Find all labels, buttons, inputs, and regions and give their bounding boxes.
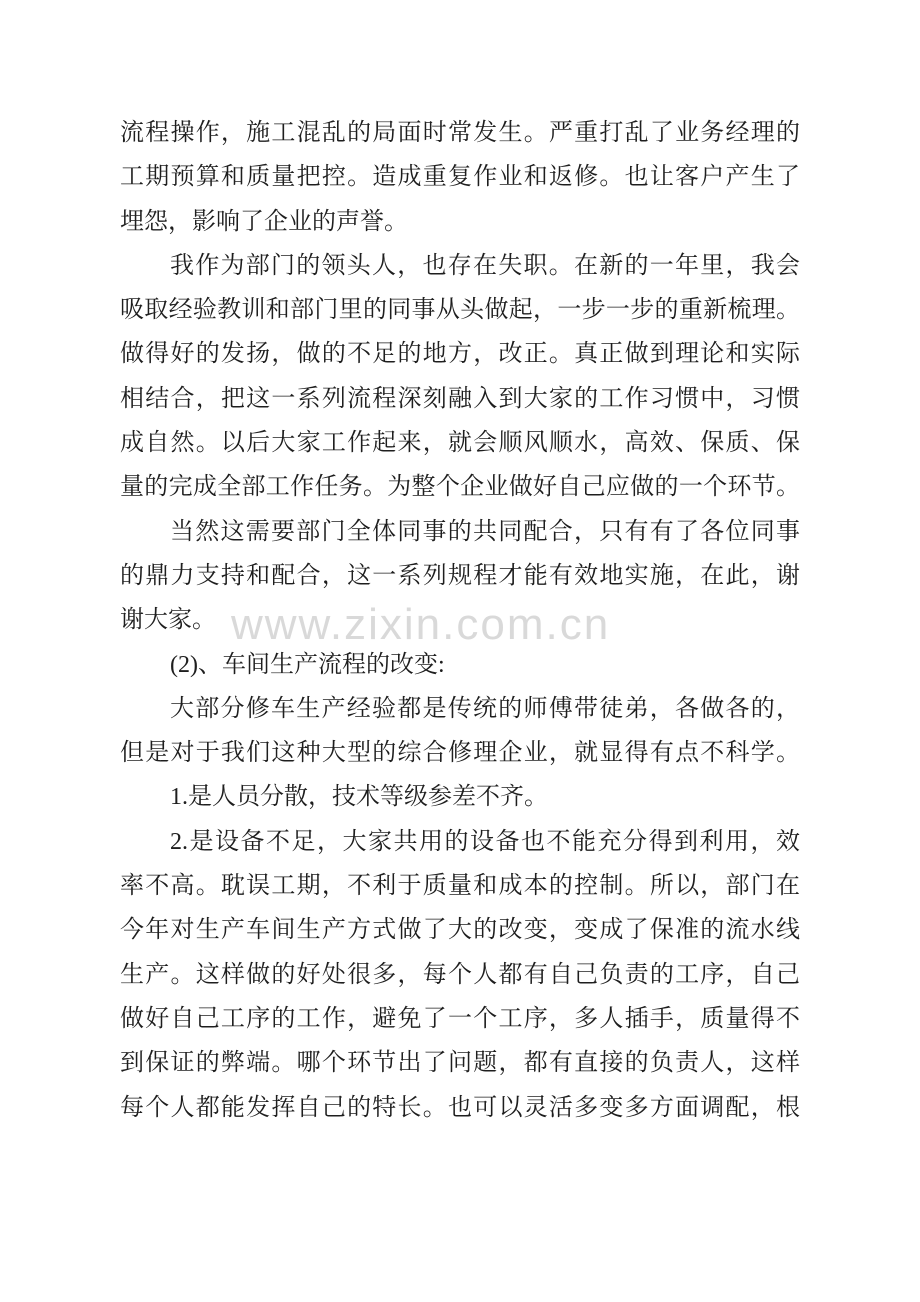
text-line: 成自然。以后大家工作起来，就会顺风顺水，高效、保质、保	[120, 430, 800, 457]
text-line: 当然这需要部门全体同事的共同配合，只有有了各位同事	[170, 518, 800, 545]
text-line: 生产。这样做的好处很多，每个人都有自己负责的工序，自己	[120, 961, 800, 988]
text-line: (2)、车间生产流程的改变:	[170, 651, 445, 678]
text-line: 到保证的弊端。哪个环节出了问题，都有直接的负责人，这样	[120, 1050, 800, 1077]
text-line: 谢大家。	[120, 607, 216, 634]
text-line: 相结合，把这一系列流程深刻融入到大家的工作习惯中，习惯	[120, 385, 800, 412]
text-line: 但是对于我们这种大型的综合修理企业，就显得有点不科学。	[120, 740, 800, 767]
text-line: 吸取经验教训和部门里的同事从头做起，一步一步的重新梳理。	[120, 297, 800, 324]
text-line: 做得好的发扬，做的不足的地方，改正。真正做到理论和实际	[120, 341, 800, 368]
text-line: 流程操作，施工混乱的局面时常发生。严重打乱了业务经理的	[120, 120, 800, 146]
text-line: 1.是人员分散，技术等级参差不齐。	[170, 784, 548, 811]
text-line: 每个人都能发挥自己的特长。也可以灵活多变多方面调配，根	[120, 1094, 800, 1121]
text-line: 2.是设备不足，大家共用的设备也不能充分得到利用，效	[170, 828, 800, 855]
text-line: 今年对生产车间生产方式做了大的改变，变成了保准的流水线	[120, 917, 800, 944]
text-line: 的鼎力支持和配合，这一系列规程才能有效地实施，在此，谢	[120, 562, 800, 589]
text-line: 工期预算和质量把控。造成重复作业和返修。也让客户产生了	[120, 164, 800, 191]
text-line: 量的完成全部工作任务。为整个企业做好自己应做的一个环节。	[120, 474, 800, 501]
text-line: 做好自己工序的工作，避免了一个工序，多人插手，质量得不	[120, 1005, 800, 1032]
watermark: www.zixin.com.cn	[231, 600, 611, 649]
text-line: 埋怨，影响了企业的声誉。	[120, 208, 408, 235]
document-body	[120, 111, 800, 1130]
text-line: 大部分修车生产经验都是传统的师傅带徒弟，各做各的，	[170, 695, 800, 722]
text-line: 我作为部门的领头人，也存在失职。在新的一年里，我会	[170, 252, 800, 279]
text-line: 率不高。耽误工期，不利于质量和成本的控制。所以，部门在	[120, 873, 800, 900]
